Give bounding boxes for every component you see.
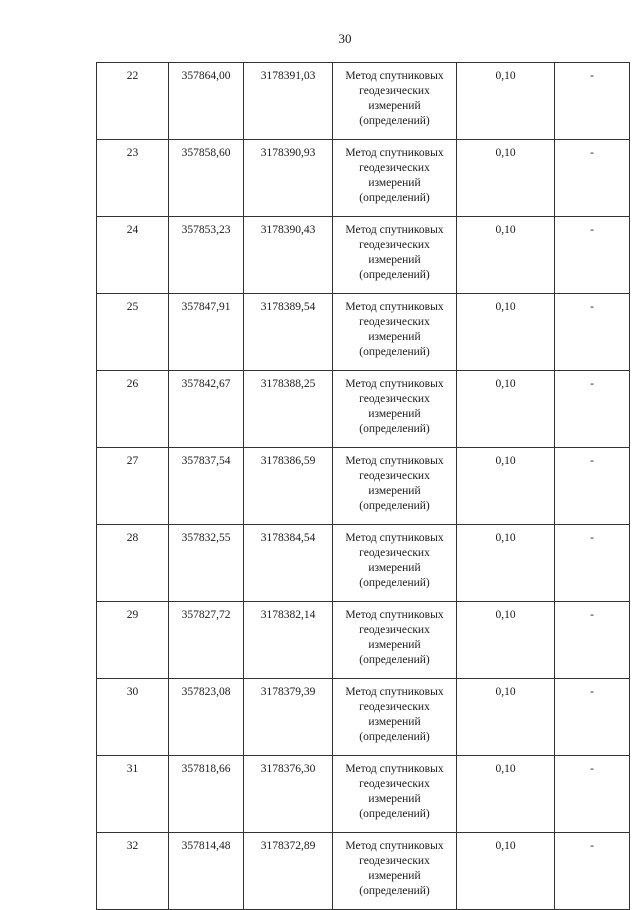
y-coordinate-cell: 3178372,89 (244, 833, 333, 910)
accuracy-cell: 0,10 (457, 63, 555, 140)
accuracy-cell: 0,10 (457, 525, 555, 602)
note-cell: - (555, 371, 630, 448)
x-coordinate-cell: 357827,72 (169, 602, 244, 679)
method-cell: Метод спутниковых геодезических измерений (определений) (333, 63, 457, 140)
x-coordinate-cell: 357814,48 (169, 833, 244, 910)
table-row (97, 217, 630, 294)
table-row (97, 679, 630, 756)
point-number-cell: 25 (97, 294, 169, 371)
y-coordinate-cell: 3178376,30 (244, 756, 333, 833)
y-coordinate-cell: 3178390,93 (244, 140, 333, 217)
note-cell: - (555, 63, 630, 140)
note-cell: - (555, 140, 630, 217)
method-cell: Метод спутниковых геодезических измерений (определений) (333, 217, 457, 294)
point-number-cell: 30 (97, 679, 169, 756)
table-row (97, 525, 630, 602)
x-coordinate-cell: 357847,91 (169, 294, 244, 371)
method-cell: Метод спутниковых геодезических измерений (определений) (333, 756, 457, 833)
point-number-cell: 32 (97, 833, 169, 910)
note-cell: - (555, 602, 630, 679)
method-cell: Метод спутниковых геодезических измерений (определений) (333, 294, 457, 371)
coordinates-table (96, 62, 630, 910)
note-cell: - (555, 448, 630, 525)
point-number-cell: 26 (97, 371, 169, 448)
x-coordinate-cell: 357858,60 (169, 140, 244, 217)
y-coordinate-cell: 3178388,25 (244, 371, 333, 448)
note-cell: - (555, 525, 630, 602)
x-coordinate-cell: 357842,67 (169, 371, 244, 448)
point-number-cell: 28 (97, 525, 169, 602)
table-row (97, 63, 630, 140)
point-number-cell: 27 (97, 448, 169, 525)
point-number-cell: 31 (97, 756, 169, 833)
accuracy-cell: 0,10 (457, 679, 555, 756)
method-cell: Метод спутниковых геодезических измерений (определений) (333, 602, 457, 679)
coordinates-table-body (97, 63, 630, 910)
table-row (97, 140, 630, 217)
x-coordinate-cell: 357837,54 (169, 448, 244, 525)
table-row (97, 294, 630, 371)
y-coordinate-cell: 3178391,03 (244, 63, 333, 140)
x-coordinate-cell: 357823,08 (169, 679, 244, 756)
accuracy-cell: 0,10 (457, 833, 555, 910)
accuracy-cell: 0,10 (457, 371, 555, 448)
y-coordinate-cell: 3178384,54 (244, 525, 333, 602)
x-coordinate-cell: 357853,23 (169, 217, 244, 294)
method-cell: Метод спутниковых геодезических измерений (определений) (333, 140, 457, 217)
note-cell: - (555, 679, 630, 756)
x-coordinate-cell: 357832,55 (169, 525, 244, 602)
method-cell: Метод спутниковых геодезических измерений (определений) (333, 833, 457, 910)
method-cell: Метод спутниковых геодезических измерений (определений) (333, 679, 457, 756)
method-cell: Метод спутниковых геодезических измерений (определений) (333, 371, 457, 448)
y-coordinate-cell: 3178386,59 (244, 448, 333, 525)
method-cell: Метод спутниковых геодезических измерений (определений) (333, 448, 457, 525)
point-number-cell: 23 (97, 140, 169, 217)
y-coordinate-cell: 3178389,54 (244, 294, 333, 371)
note-cell: - (555, 294, 630, 371)
x-coordinate-cell: 357818,66 (169, 756, 244, 833)
accuracy-cell: 0,10 (457, 756, 555, 833)
y-coordinate-cell: 3178379,39 (244, 679, 333, 756)
point-number-cell: 29 (97, 602, 169, 679)
accuracy-cell: 0,10 (457, 294, 555, 371)
note-cell: - (555, 756, 630, 833)
accuracy-cell: 0,10 (457, 602, 555, 679)
point-number-cell: 24 (97, 217, 169, 294)
x-coordinate-cell: 357864,00 (169, 63, 244, 140)
table-row (97, 602, 630, 679)
method-cell: Метод спутниковых геодезических измерений (определений) (333, 525, 457, 602)
table-row (97, 756, 630, 833)
y-coordinate-cell: 3178382,14 (244, 602, 333, 679)
point-number-cell: 22 (97, 63, 169, 140)
note-cell: - (555, 833, 630, 910)
accuracy-cell: 0,10 (457, 140, 555, 217)
page-number: 30 (338, 31, 352, 46)
table-row (97, 833, 630, 910)
y-coordinate-cell: 3178390,43 (244, 217, 333, 294)
accuracy-cell: 0,10 (457, 217, 555, 294)
table-row (97, 371, 630, 448)
accuracy-cell: 0,10 (457, 448, 555, 525)
table-row (97, 448, 630, 525)
note-cell: - (555, 217, 630, 294)
